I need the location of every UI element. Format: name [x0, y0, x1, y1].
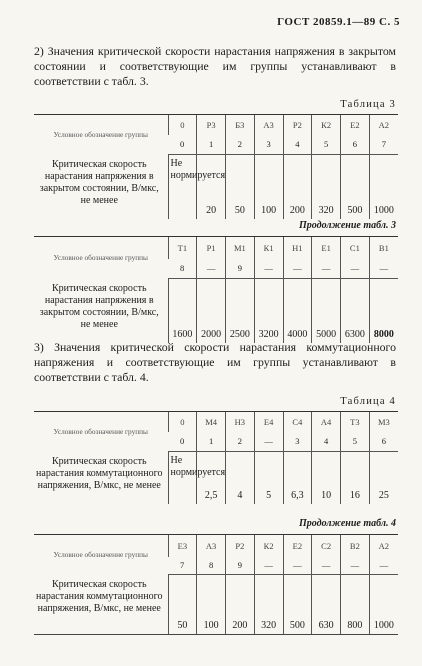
table4c-number: 7	[168, 557, 197, 575]
table4c-description: Критическая скорость нарастания коммутационного напряжения, В/мкс, не менее	[34, 575, 168, 635]
table4c-code: Е3	[168, 535, 197, 557]
table4-number: 2	[226, 432, 255, 452]
table4-number: 6	[369, 432, 398, 452]
table4-number: —	[254, 432, 283, 452]
table4c-number: —	[283, 557, 312, 575]
table3c-description: Критическая скорость нарастания напряжения в закрытом состоянии, В/мкс, не менее	[39, 282, 159, 330]
table4c-number: —	[369, 557, 398, 575]
table4c-code: С2	[312, 535, 341, 557]
table4-value: 4	[226, 452, 255, 504]
table3-value: 50	[226, 155, 255, 219]
table4c-value: 500	[283, 575, 312, 635]
table3-code: Б3	[226, 115, 255, 135]
table4-continuation	[34, 534, 398, 635]
table3c-value: 4000	[283, 279, 312, 343]
table4c-code: К2	[254, 535, 283, 557]
table4c-number: 9	[226, 557, 255, 575]
table4c-code: А3	[197, 535, 226, 557]
table3c-code: Т1	[168, 237, 197, 259]
table3-caption: Таблица 3	[340, 99, 396, 110]
table4	[34, 411, 398, 504]
table4-code: А4	[312, 412, 341, 432]
table3-description: Критическая скорость нарастания напряжения в закрытом состоянии, В/мкс, не менее	[39, 158, 159, 206]
table4-continuation-caption: Продолжение табл. 4	[298, 518, 396, 529]
table4c-code: Е2	[283, 535, 312, 557]
table4c-code: В2	[341, 535, 370, 557]
table3-code: А2	[369, 115, 398, 135]
table3-number: 4	[283, 135, 312, 155]
table3c-value: 6300	[341, 279, 370, 343]
table4-code: М3	[369, 412, 398, 432]
table3c-code: Н1	[283, 237, 312, 259]
page-header: ГОСТ 20859.1—89 С. 5	[277, 16, 400, 28]
table3c-value: 2000	[197, 279, 226, 343]
table4-code: Е4	[254, 412, 283, 432]
table4-number: 3	[283, 432, 312, 452]
table4-code: С4	[283, 412, 312, 432]
table3c-code: С1	[341, 237, 370, 259]
table4c-value: 800	[341, 575, 370, 635]
table3c-number: 8	[168, 259, 197, 279]
table4c-number: —	[254, 557, 283, 575]
table4-number: 4	[312, 432, 341, 452]
table4-value: 25	[369, 452, 398, 504]
table3-continuation	[34, 236, 398, 343]
table3c-number: —	[283, 259, 312, 279]
table4-value: 2,5	[197, 452, 226, 504]
table3-number: 3	[254, 135, 283, 155]
table4-description: Критическая скорость нарастания коммутационного напряжения, В/мкс, не менее	[36, 455, 163, 491]
table3c-code: В1	[369, 237, 398, 259]
table3-value: 320	[312, 155, 341, 219]
table3c-value: 8000	[369, 279, 398, 343]
paragraph-table4-intro: 3) Значения критической скорости нарастания коммутационного напряжения и соответствующие им группы устанавливают в соответствии с табл. 4.	[34, 340, 396, 384]
table3-value: 100	[254, 155, 283, 219]
table3-code: А3	[254, 115, 283, 135]
table4-code: М4	[197, 412, 226, 432]
table3c-value: 1600	[168, 279, 197, 343]
table4-caption: Таблица 4	[340, 396, 396, 407]
table3c-code: Р1	[197, 237, 226, 259]
table3c-number: 9	[226, 259, 255, 279]
table4-value: 5	[254, 452, 283, 504]
table4-number: 1	[197, 432, 226, 452]
table4c-number: 8	[197, 557, 226, 575]
table3c-value: 3200	[254, 279, 283, 343]
table3c-code: Е1	[312, 237, 341, 259]
table3-continuation-caption: Продолжение табл. 3	[298, 220, 396, 231]
table4c-value: 1000	[369, 575, 398, 635]
table3-code: 0	[168, 115, 197, 135]
table4-code: Н3	[226, 412, 255, 432]
table3c-number: —	[197, 259, 226, 279]
table4-number: 5	[341, 432, 370, 452]
table3-value: 500	[341, 155, 370, 219]
table3c-value: 5000	[312, 279, 341, 343]
table3-code: К2	[312, 115, 341, 135]
table4-code: 0	[168, 412, 197, 432]
table3c-number: —	[254, 259, 283, 279]
table4c-value: 50	[168, 575, 197, 635]
table3-code: Р2	[283, 115, 312, 135]
table3c-code: М1	[226, 237, 255, 259]
table3-value: 1000	[369, 155, 398, 219]
table4-not-rated-note: Не нормируется	[168, 452, 197, 504]
table3c-number: —	[312, 259, 341, 279]
table4-value: 6,3	[283, 452, 312, 504]
table4-value: 10	[312, 452, 341, 504]
table3c-label: Условное обозначение группы	[34, 237, 168, 279]
table4-value: 16	[341, 452, 370, 504]
table3-value: 20	[197, 155, 226, 219]
table3-code: Е2	[341, 115, 370, 135]
table4c-code: А2	[369, 535, 398, 557]
table4-number: 0	[168, 432, 197, 452]
table3-value: 200	[283, 155, 312, 219]
table3c-number: —	[369, 259, 398, 279]
table3-not-rated-note: Не нормируется	[168, 155, 197, 219]
table3-number: 2	[226, 135, 255, 155]
table3c-code: К1	[254, 237, 283, 259]
table3c-value: 2500	[226, 279, 255, 343]
table3-number: 6	[341, 135, 370, 155]
table4-code: Т3	[341, 412, 370, 432]
table3-number: 1	[197, 135, 226, 155]
table4c-number: —	[341, 557, 370, 575]
table4c-number: —	[312, 557, 341, 575]
table4c-value: 100	[197, 575, 226, 635]
table3-code: Р3	[197, 115, 226, 135]
paragraph-table3-intro: 2) Значения критической скорости нарастания напряжения в закрытом состоянии и соответствующие им группы устанавливают в соответствии с табл. 3.	[34, 44, 396, 88]
table3-number: 0	[168, 135, 197, 155]
table4-label: Условное обозначение группы	[34, 412, 168, 452]
table3-number: 5	[312, 135, 341, 155]
table4c-code: Р2	[226, 535, 255, 557]
table4c-value: 630	[312, 575, 341, 635]
table3-number: 7	[369, 135, 398, 155]
table3c-number: —	[341, 259, 370, 279]
table3-label: Условное обозначение группы	[34, 115, 168, 155]
table4c-value: 200	[226, 575, 255, 635]
table4c-label: Условное обозначение группы	[34, 535, 168, 575]
table3	[34, 114, 398, 219]
table4c-value: 320	[254, 575, 283, 635]
